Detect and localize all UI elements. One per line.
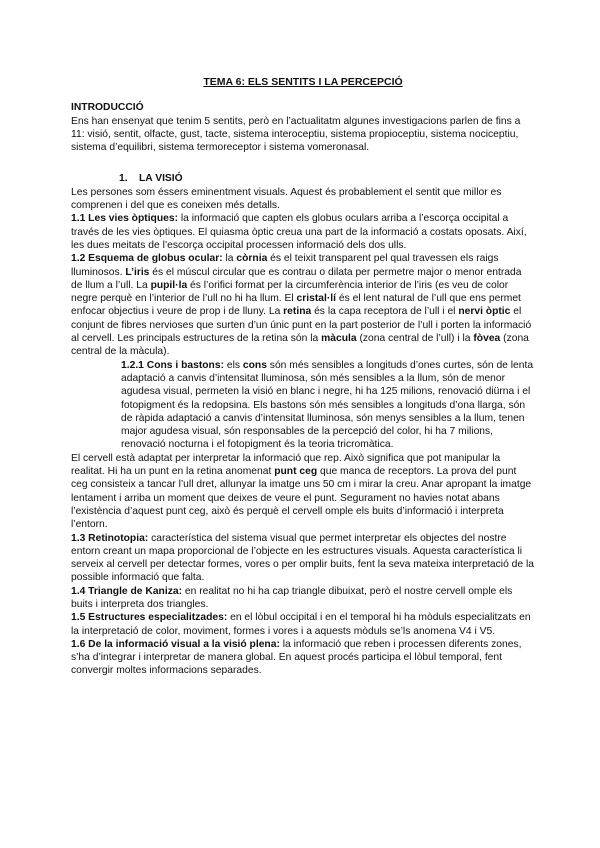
paragraph-1-4 bbox=[71, 585, 535, 612]
text: és el múscul circular que es contrau o dilata per permetre major o menor entrada de llum a l’ull. La bbox=[71, 266, 522, 291]
label-1-1: 1.1 Les vies òptiques: bbox=[71, 213, 179, 225]
intro-text: Ens han ensenyat que tenim 5 sentits, però en l’actualitatm algunes investigacions parlen de fins a 11: visió, sentit, olfacte, gust, tacte, sistema interoceptiu, sistema propioceptiu, sistema nociceptiu, sistema d’equilibri, sistema termoreceptor i sistema vomeronasal. bbox=[71, 115, 521, 154]
term-punt-ceg: punt ceg bbox=[274, 466, 318, 478]
label-1-3: 1.3 Retinotopia: bbox=[71, 532, 149, 544]
paragraph-blind-spot bbox=[71, 452, 535, 532]
section-1-title: LA VISIÓ bbox=[139, 173, 183, 185]
text: són més sensibles a longituds d’ones curtes, són de lenta adaptació a canvis d’intensitat lluminosa, són més sensibles a la llum, són de menor agudesa visual, permeten la visió en blanc i negre, hi ha 125 milions, renovació diürna i el fotopigment és la redopsina. Els bastons són més sensibles a longituds d’ona llarga, són de ràpida adaptació a canvis d’intensitat lluminosa, són menys sensibles a la llum, tenen major agudesa visual, són responsables de la percepció del color, hi ha 7 milions, renovació nocturna i el fotopigment és la teoria tricromàtica. bbox=[121, 359, 534, 451]
text-1-4: en realitat no hi ha cap triangle dibuixat, però el nostre cervell omple els buits i interpreta dos triangles. bbox=[71, 585, 513, 610]
paragraph-1-3 bbox=[71, 532, 535, 585]
text-1-1: la informació que capten els globus oculars arriba a l’escorça occipital a través de les vies òptiques. El quiasma òptic creua una part de la informació a costats oposats. Així, les dues meitats de l’escorça occipital processen informació dels dos ulls. bbox=[71, 213, 527, 251]
section-1-heading bbox=[119, 172, 535, 185]
document-page bbox=[71, 76, 535, 678]
term-cristalli: cristal·lí bbox=[296, 293, 337, 305]
label-1-6: 1.6 De la informació visual a la visió plena: bbox=[71, 638, 280, 650]
term-nervi-optic: nervi òptic bbox=[458, 306, 511, 318]
label-1-2: 1.2 Esquema de globus ocular: bbox=[71, 253, 223, 265]
label-1-2-1: 1.2.1 Cons i bastons: bbox=[121, 359, 224, 371]
section-1-intro: Les persones som éssers eminentment visuals. Aquest és probablement el sentit que millor es comprenen i del que es coneixen més detalls. bbox=[71, 186, 502, 212]
paragraph-1-2 bbox=[71, 252, 535, 358]
text: (zona central de l’ull) i la bbox=[356, 333, 474, 345]
text: la bbox=[222, 253, 237, 265]
paragraph-1-2-1 bbox=[121, 359, 535, 452]
paragraph-1-6 bbox=[71, 638, 535, 678]
paragraph-1-1 bbox=[71, 212, 535, 252]
text: és el teixit transparent pel qual travessen els raigs lluminosos. bbox=[71, 253, 499, 278]
section-1-number: 1. bbox=[119, 173, 128, 185]
term-macula: màcula bbox=[321, 333, 357, 345]
text: els bbox=[224, 359, 243, 371]
term-iris: L’iris bbox=[125, 266, 150, 278]
text-1-3: característica del sistema visual que permet interpretar els objectes del nostre entorn creant un mapa proporcional de l’objecte en les estructures visuals. Aquesta característica li serveix al cervell per detectar formes, vores o per omplir buits, fent la seva mateixa interpretació de la possible informació que falta. bbox=[71, 532, 534, 584]
intro-heading: INTRODUCCIÓ bbox=[71, 102, 144, 114]
text: és la capa receptora de l’ull i el bbox=[311, 306, 459, 318]
text: El cervell està adaptat per interpretar la informació que rep. Això significa que pot manipular la realitat. Hi ha un punt en la retina anomenat bbox=[71, 452, 501, 478]
text: el conjunt de fibres nervioses que surten d’un únic punt en la part posterior de l’ull i porten la informació al cervell. Les principals estructures de la retina són la bbox=[71, 306, 532, 345]
term-cornia: còrnia bbox=[236, 253, 268, 265]
text: és l’orifici format per la circumferència interior de l’iris (es veu de color negre perquè en l’interior de l’ull no hi ha llum. El bbox=[71, 279, 509, 305]
term-cons: cons bbox=[242, 359, 267, 371]
paragraph-1-5 bbox=[71, 611, 535, 638]
text-1-6: la informació que reben i processen diferents zones, s’ha d’integrar i interpretar de manera global. En aquest procés participa el lòbul temporal, fent convergir moltes informacions separades. bbox=[71, 638, 522, 677]
text: (zona central de la màcula). bbox=[71, 333, 529, 358]
label-1-4: 1.4 Triangle de Kaniza: bbox=[71, 585, 183, 597]
spacer bbox=[71, 154, 535, 166]
term-retina: retina bbox=[283, 306, 312, 318]
text-1-5: en el lòbul occipital i en el temporal hi ha mòduls especialitzats en la interpretació de color, moviment, formes i vores i a aquests mòduls se’ls anomena V4 i V5. bbox=[71, 612, 531, 637]
label-1-5: 1.5 Estructures especialitzades: bbox=[71, 612, 228, 624]
document-title: TEMA 6: ELS SENTITS I LA PERCEPCIÓ bbox=[203, 76, 403, 88]
text: és el lent natural de l’ull que ens permet enfocar objectius i veure de prop i de lluny. La bbox=[71, 293, 521, 318]
text: que manca de receptors. La prova del punt ceg consisteix a tancar l’ull dret, allunyar la imatge uns 50 cm i mirar la creu. Anar apropant la imatge lentament i arriba un moment que deixes de veure el punt. Segurament no havies notat abans l’existència d’aquest punt ceg, això és perquè el cervell omple els buits d’informació i interpreta l’entorn. bbox=[71, 466, 532, 531]
term-fovea: fòvea bbox=[473, 333, 501, 345]
term-pupilla: pupil·la bbox=[150, 279, 188, 291]
